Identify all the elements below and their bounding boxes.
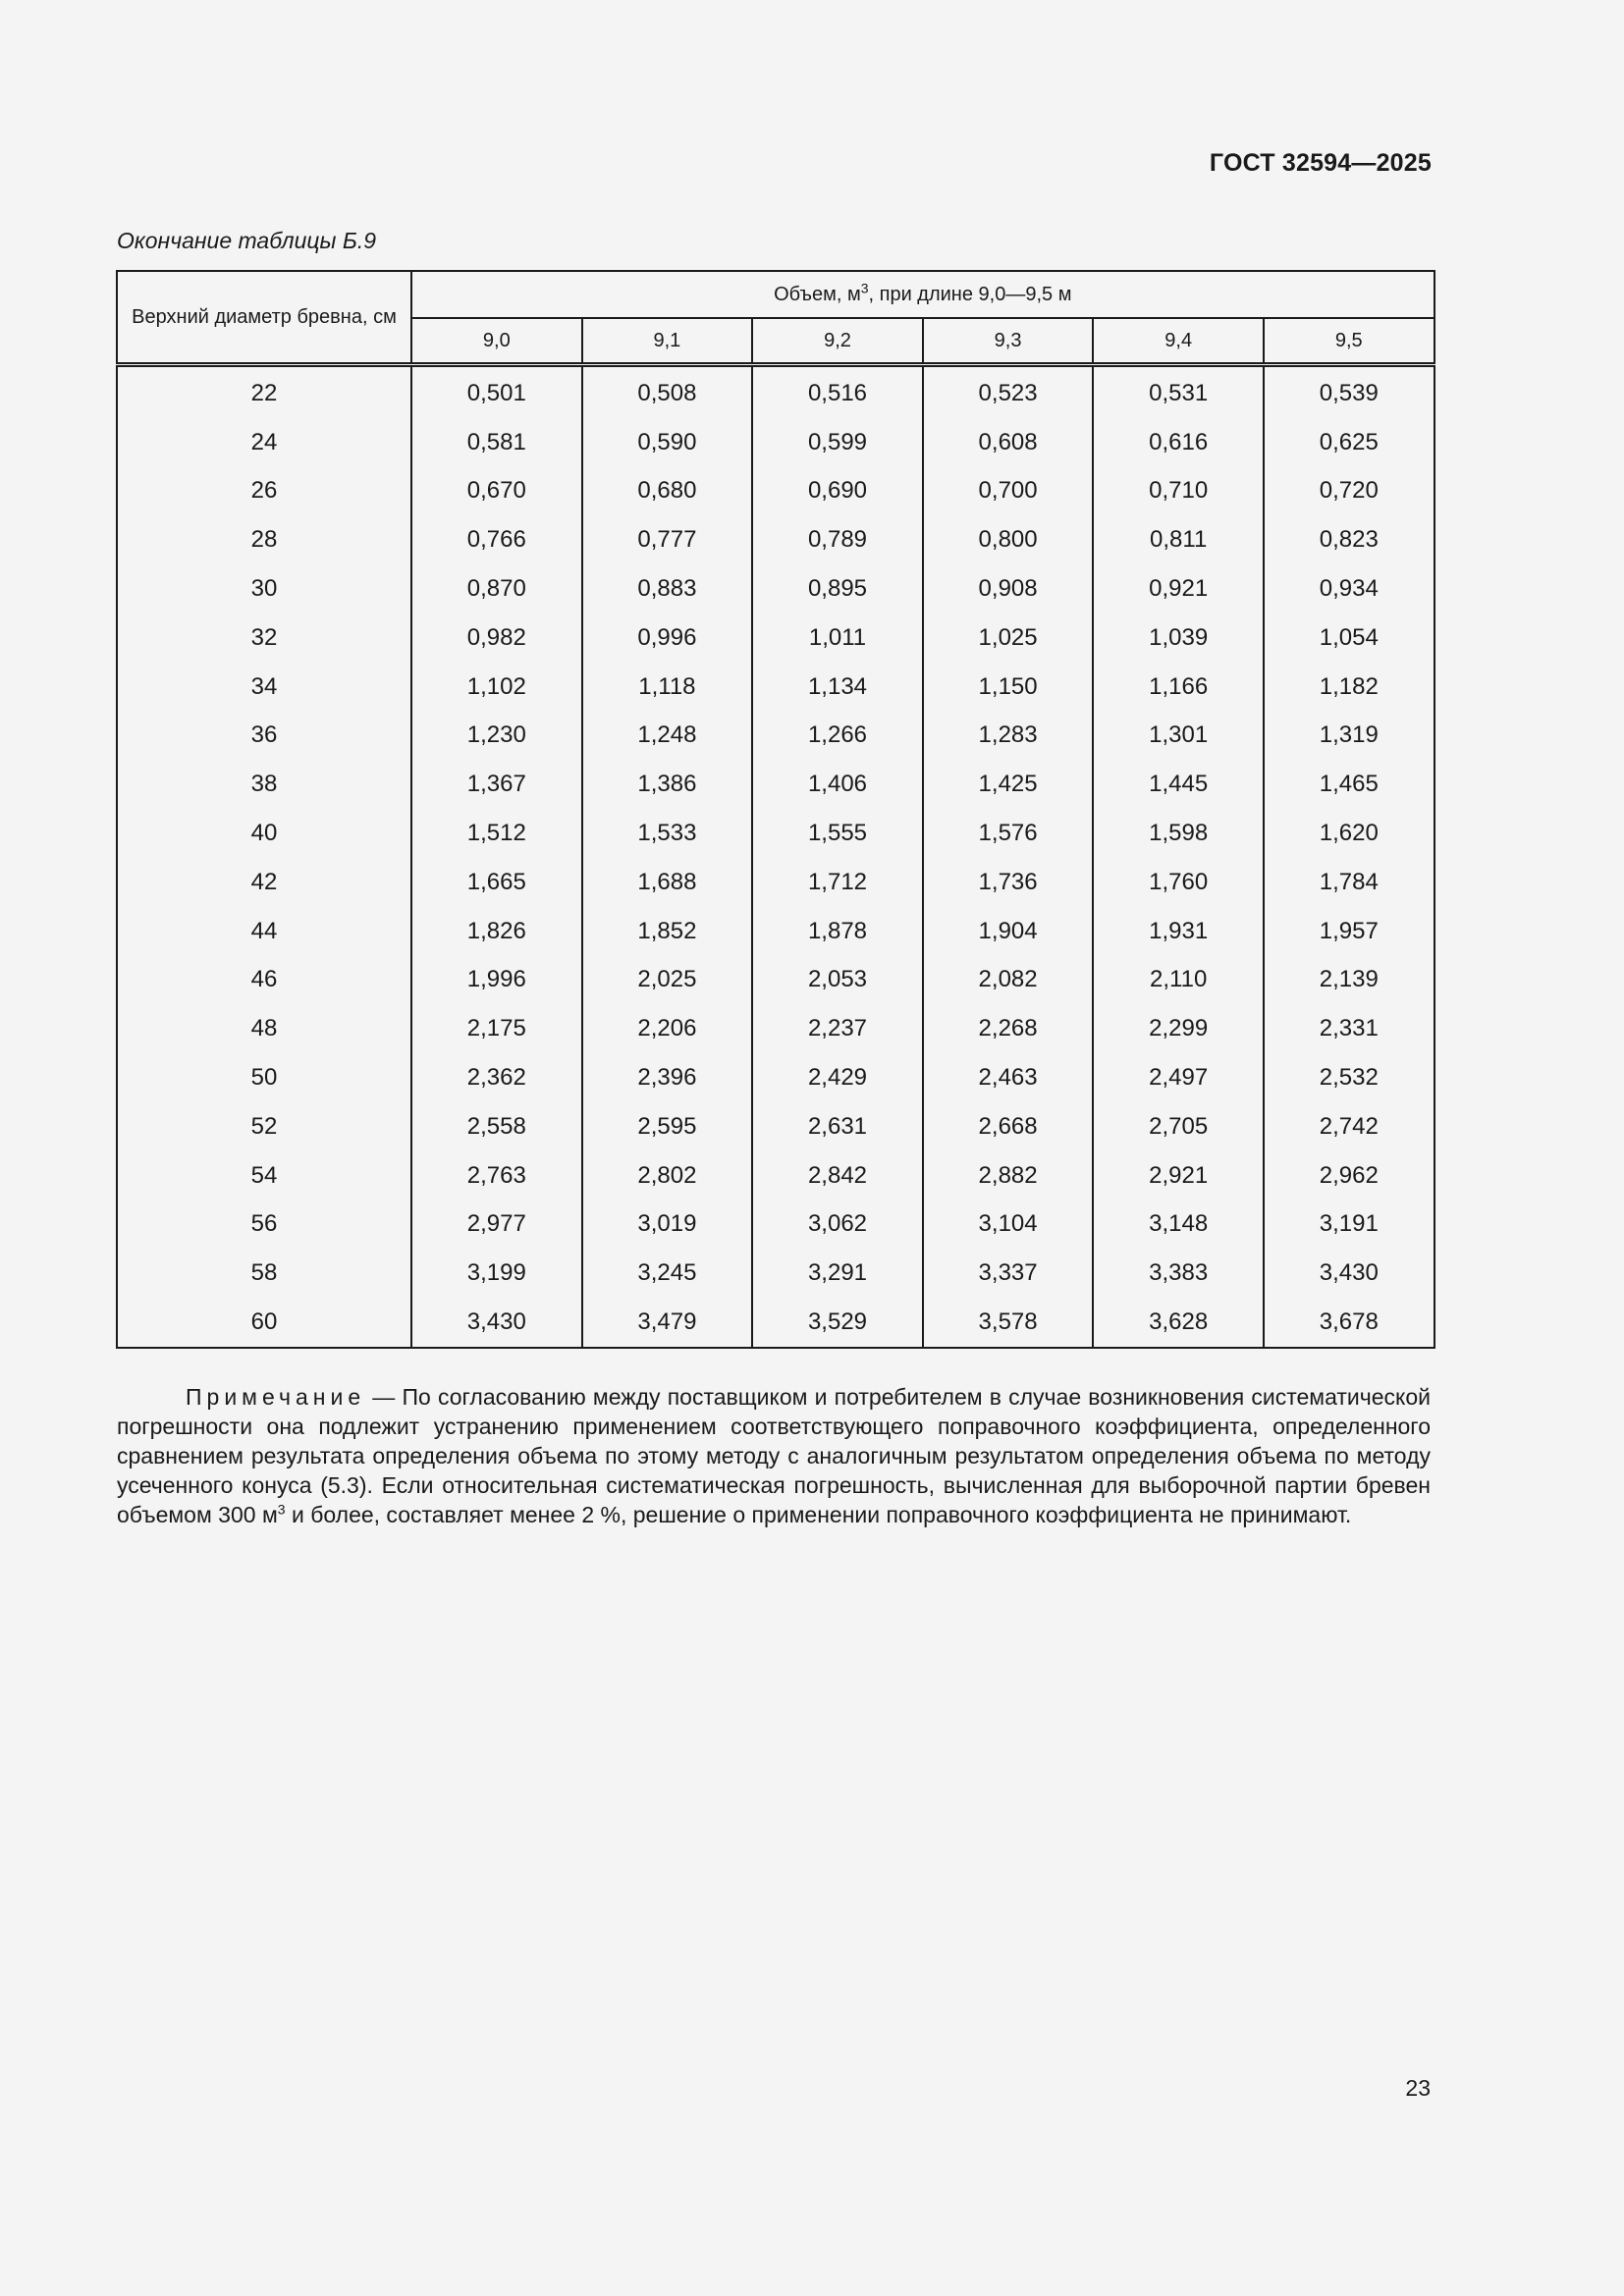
volume-cell: 1,688 xyxy=(582,858,753,907)
volume-cell: 0,531 xyxy=(1093,365,1264,418)
volume-cell: 2,705 xyxy=(1093,1102,1264,1151)
table-row xyxy=(117,515,1435,564)
volume-cell: 0,934 xyxy=(1264,564,1435,614)
volume-cell: 0,800 xyxy=(923,515,1094,564)
volume-cell: 2,842 xyxy=(752,1151,923,1201)
diameter-cell: 46 xyxy=(117,956,411,1005)
volume-cell: 0,777 xyxy=(582,515,753,564)
volume-cell: 2,463 xyxy=(923,1053,1094,1102)
diameter-cell: 56 xyxy=(117,1201,411,1250)
volume-cell: 2,882 xyxy=(923,1151,1094,1201)
volume-cell: 1,025 xyxy=(923,614,1094,663)
volume-cell: 0,766 xyxy=(411,515,582,564)
table-row xyxy=(117,712,1435,761)
volume-table-body xyxy=(117,365,1435,1348)
volume-cell: 1,996 xyxy=(411,956,582,1005)
volume-cell: 0,608 xyxy=(923,418,1094,467)
diameter-cell: 30 xyxy=(117,564,411,614)
volume-cell: 0,508 xyxy=(582,365,753,418)
document-header: ГОСТ 32594—2025 xyxy=(1209,149,1432,177)
volume-cell: 1,011 xyxy=(752,614,923,663)
diameter-cell: 32 xyxy=(117,614,411,663)
volume-cell: 1,760 xyxy=(1093,858,1264,907)
volume-cell: 2,025 xyxy=(582,956,753,1005)
volume-cell: 3,628 xyxy=(1093,1298,1264,1348)
table-row xyxy=(117,1151,1435,1201)
volume-cell: 0,870 xyxy=(411,564,582,614)
diameter-cell: 60 xyxy=(117,1298,411,1348)
table-row xyxy=(117,760,1435,809)
volume-cell: 1,134 xyxy=(752,663,923,712)
volume-cell: 3,479 xyxy=(582,1298,753,1348)
diameter-cell: 52 xyxy=(117,1102,411,1151)
volume-cell: 0,908 xyxy=(923,564,1094,614)
volume-cell: 1,367 xyxy=(411,760,582,809)
table-row xyxy=(117,1102,1435,1151)
diameter-cell: 36 xyxy=(117,712,411,761)
table-row xyxy=(117,858,1435,907)
volume-cell: 0,982 xyxy=(411,614,582,663)
volume-cell: 0,921 xyxy=(1093,564,1264,614)
table-row xyxy=(117,1201,1435,1250)
volume-cell: 0,996 xyxy=(582,614,753,663)
diameter-cell: 42 xyxy=(117,858,411,907)
volume-cell: 1,054 xyxy=(1264,614,1435,663)
volume-cell: 1,166 xyxy=(1093,663,1264,712)
volume-cell: 0,823 xyxy=(1264,515,1435,564)
volume-cell: 0,680 xyxy=(582,467,753,516)
table-row xyxy=(117,418,1435,467)
diameter-cell: 40 xyxy=(117,809,411,858)
diameter-cell: 48 xyxy=(117,1004,411,1053)
volume-cell: 1,904 xyxy=(923,907,1094,956)
table-row xyxy=(117,467,1435,516)
table-row xyxy=(117,614,1435,663)
volume-cell: 2,362 xyxy=(411,1053,582,1102)
volume-cell: 2,631 xyxy=(752,1102,923,1151)
diameter-cell: 58 xyxy=(117,1249,411,1298)
volume-cell: 1,150 xyxy=(923,663,1094,712)
volume-cell: 1,852 xyxy=(582,907,753,956)
table-row xyxy=(117,809,1435,858)
note-label: Примечание xyxy=(186,1384,366,1410)
volume-cell: 0,811 xyxy=(1093,515,1264,564)
volume-cell: 1,555 xyxy=(752,809,923,858)
volume-cell: 1,102 xyxy=(411,663,582,712)
volume-cell: 3,245 xyxy=(582,1249,753,1298)
volume-cell: 2,763 xyxy=(411,1151,582,1201)
volume-cell: 1,533 xyxy=(582,809,753,858)
volume-cell: 3,019 xyxy=(582,1201,753,1250)
volume-cell: 1,445 xyxy=(1093,760,1264,809)
volume-cell: 1,576 xyxy=(923,809,1094,858)
table-row xyxy=(117,365,1435,418)
volume-cell: 1,665 xyxy=(411,858,582,907)
volume-cell: 3,191 xyxy=(1264,1201,1435,1250)
volume-cell: 1,931 xyxy=(1093,907,1264,956)
page-number: 23 xyxy=(1405,2075,1431,2101)
diameter-cell: 22 xyxy=(117,365,411,418)
volume-cell: 0,590 xyxy=(582,418,753,467)
volume-cell: 3,337 xyxy=(923,1249,1094,1298)
volume-cell: 2,139 xyxy=(1264,956,1435,1005)
volume-cell: 3,383 xyxy=(1093,1249,1264,1298)
volume-cell: 2,742 xyxy=(1264,1102,1435,1151)
volume-cell: 1,784 xyxy=(1264,858,1435,907)
volume-cell: 0,720 xyxy=(1264,467,1435,516)
diameter-cell: 28 xyxy=(117,515,411,564)
volume-cell: 1,512 xyxy=(411,809,582,858)
volume-cell: 1,598 xyxy=(1093,809,1264,858)
volume-cell: 3,430 xyxy=(411,1298,582,1348)
volume-cell: 2,206 xyxy=(582,1004,753,1053)
note xyxy=(117,1382,1431,1529)
volume-cell: 1,283 xyxy=(923,712,1094,761)
volume-cell: 0,539 xyxy=(1264,365,1435,418)
volume-cell: 1,230 xyxy=(411,712,582,761)
note-text: — По согласованию между поставщиком и потребителем в случае возникновения систематической погрешности она подлежит устранению применением соответствующего поправочного коэффициента, определенного сравнением результата определения объема по этому методу с аналогичным результатом определения объема по методу усеченного конуса (5.3). Если относительная систематическая погрешность, вычисленная для выборочной партии бревен объемом 300 $м^3$ и более, составляет менее 2 %, решение о применении поправочного коэффициента не принимают. xyxy=(117,1384,1431,1527)
volume-cell: 2,237 xyxy=(752,1004,923,1053)
volume-cell: 2,110 xyxy=(1093,956,1264,1005)
volume-cell: 0,516 xyxy=(752,365,923,418)
volume-cell: 0,625 xyxy=(1264,418,1435,467)
table-row xyxy=(117,956,1435,1005)
volume-cell: 1,826 xyxy=(411,907,582,956)
volume-cell: 2,668 xyxy=(923,1102,1094,1151)
volume-cell: 3,199 xyxy=(411,1249,582,1298)
diameter-column-header: Верхний диаметр бревна, см xyxy=(117,271,411,365)
volume-cell: 3,104 xyxy=(923,1201,1094,1250)
table-row xyxy=(117,1004,1435,1053)
volume-table xyxy=(116,270,1435,1349)
length-header-cell: 9,0 xyxy=(411,318,582,365)
volume-cell: 3,578 xyxy=(923,1298,1094,1348)
volume-cell: 1,301 xyxy=(1093,712,1264,761)
volume-cell: 1,248 xyxy=(582,712,753,761)
volume-cell: 0,895 xyxy=(752,564,923,614)
volume-cell: 0,616 xyxy=(1093,418,1264,467)
diameter-cell: 24 xyxy=(117,418,411,467)
volume-cell: 1,118 xyxy=(582,663,753,712)
volume-cell: 2,429 xyxy=(752,1053,923,1102)
table-row xyxy=(117,907,1435,956)
diameter-cell: 26 xyxy=(117,467,411,516)
table-row xyxy=(117,1249,1435,1298)
table-row xyxy=(117,1053,1435,1102)
length-header-cell: 9,3 xyxy=(923,318,1094,365)
volume-cell: 1,425 xyxy=(923,760,1094,809)
length-header-cell: 9,5 xyxy=(1264,318,1435,365)
volume-cell: 0,690 xyxy=(752,467,923,516)
length-header-cell: 9,2 xyxy=(752,318,923,365)
volume-cell: 2,497 xyxy=(1093,1053,1264,1102)
volume-cell: 2,175 xyxy=(411,1004,582,1053)
volume-cell: 2,082 xyxy=(923,956,1094,1005)
volume-cell: 1,386 xyxy=(582,760,753,809)
volume-cell: 1,878 xyxy=(752,907,923,956)
length-header-cell: 9,4 xyxy=(1093,318,1264,365)
volume-cell: 1,620 xyxy=(1264,809,1435,858)
volume-cell: 3,678 xyxy=(1264,1298,1435,1348)
diameter-cell: 44 xyxy=(117,907,411,956)
volume-cell: 0,883 xyxy=(582,564,753,614)
volume-cell: 1,406 xyxy=(752,760,923,809)
volume-cell: 2,299 xyxy=(1093,1004,1264,1053)
volume-cell: 1,712 xyxy=(752,858,923,907)
length-header-cell: 9,1 xyxy=(582,318,753,365)
volume-cell: 0,700 xyxy=(923,467,1094,516)
volume-cell: 0,501 xyxy=(411,365,582,418)
volume-cell: 3,291 xyxy=(752,1249,923,1298)
volume-cell: 2,977 xyxy=(411,1201,582,1250)
volume-cell: 2,595 xyxy=(582,1102,753,1151)
volume-cell: 3,062 xyxy=(752,1201,923,1250)
table-row xyxy=(117,564,1435,614)
volume-cell: 0,599 xyxy=(752,418,923,467)
diameter-cell: 54 xyxy=(117,1151,411,1201)
volume-cell: 2,558 xyxy=(411,1102,582,1151)
table-caption: Окончание таблицы Б.9 xyxy=(117,228,377,253)
volume-cell: 2,331 xyxy=(1264,1004,1435,1053)
volume-cell: 1,957 xyxy=(1264,907,1435,956)
volume-cell: 3,430 xyxy=(1264,1249,1435,1298)
volume-cell: 0,670 xyxy=(411,467,582,516)
table-row xyxy=(117,663,1435,712)
table-row xyxy=(117,1298,1435,1348)
diameter-cell: 38 xyxy=(117,760,411,809)
volume-cell: 2,053 xyxy=(752,956,923,1005)
volume-cell: 2,962 xyxy=(1264,1151,1435,1201)
volume-cell: 3,148 xyxy=(1093,1201,1264,1250)
volume-cell: 2,532 xyxy=(1264,1053,1435,1102)
volume-cell: 2,268 xyxy=(923,1004,1094,1053)
volume-cell: 2,802 xyxy=(582,1151,753,1201)
volume-cell: 1,319 xyxy=(1264,712,1435,761)
volume-cell: 1,465 xyxy=(1264,760,1435,809)
volume-group-header: Объем, $м^3$, при длине 9,0—9,5 м xyxy=(411,271,1435,318)
diameter-cell: 50 xyxy=(117,1053,411,1102)
diameter-cell: 34 xyxy=(117,663,411,712)
volume-cell: 0,789 xyxy=(752,515,923,564)
volume-cell: 2,396 xyxy=(582,1053,753,1102)
volume-cell: 1,182 xyxy=(1264,663,1435,712)
volume-cell: 1,266 xyxy=(752,712,923,761)
volume-cell: 0,523 xyxy=(923,365,1094,418)
volume-cell: 1,736 xyxy=(923,858,1094,907)
volume-cell: 2,921 xyxy=(1093,1151,1264,1201)
volume-cell: 0,710 xyxy=(1093,467,1264,516)
volume-cell: 3,529 xyxy=(752,1298,923,1348)
volume-cell: 0,581 xyxy=(411,418,582,467)
volume-cell: 1,039 xyxy=(1093,614,1264,663)
